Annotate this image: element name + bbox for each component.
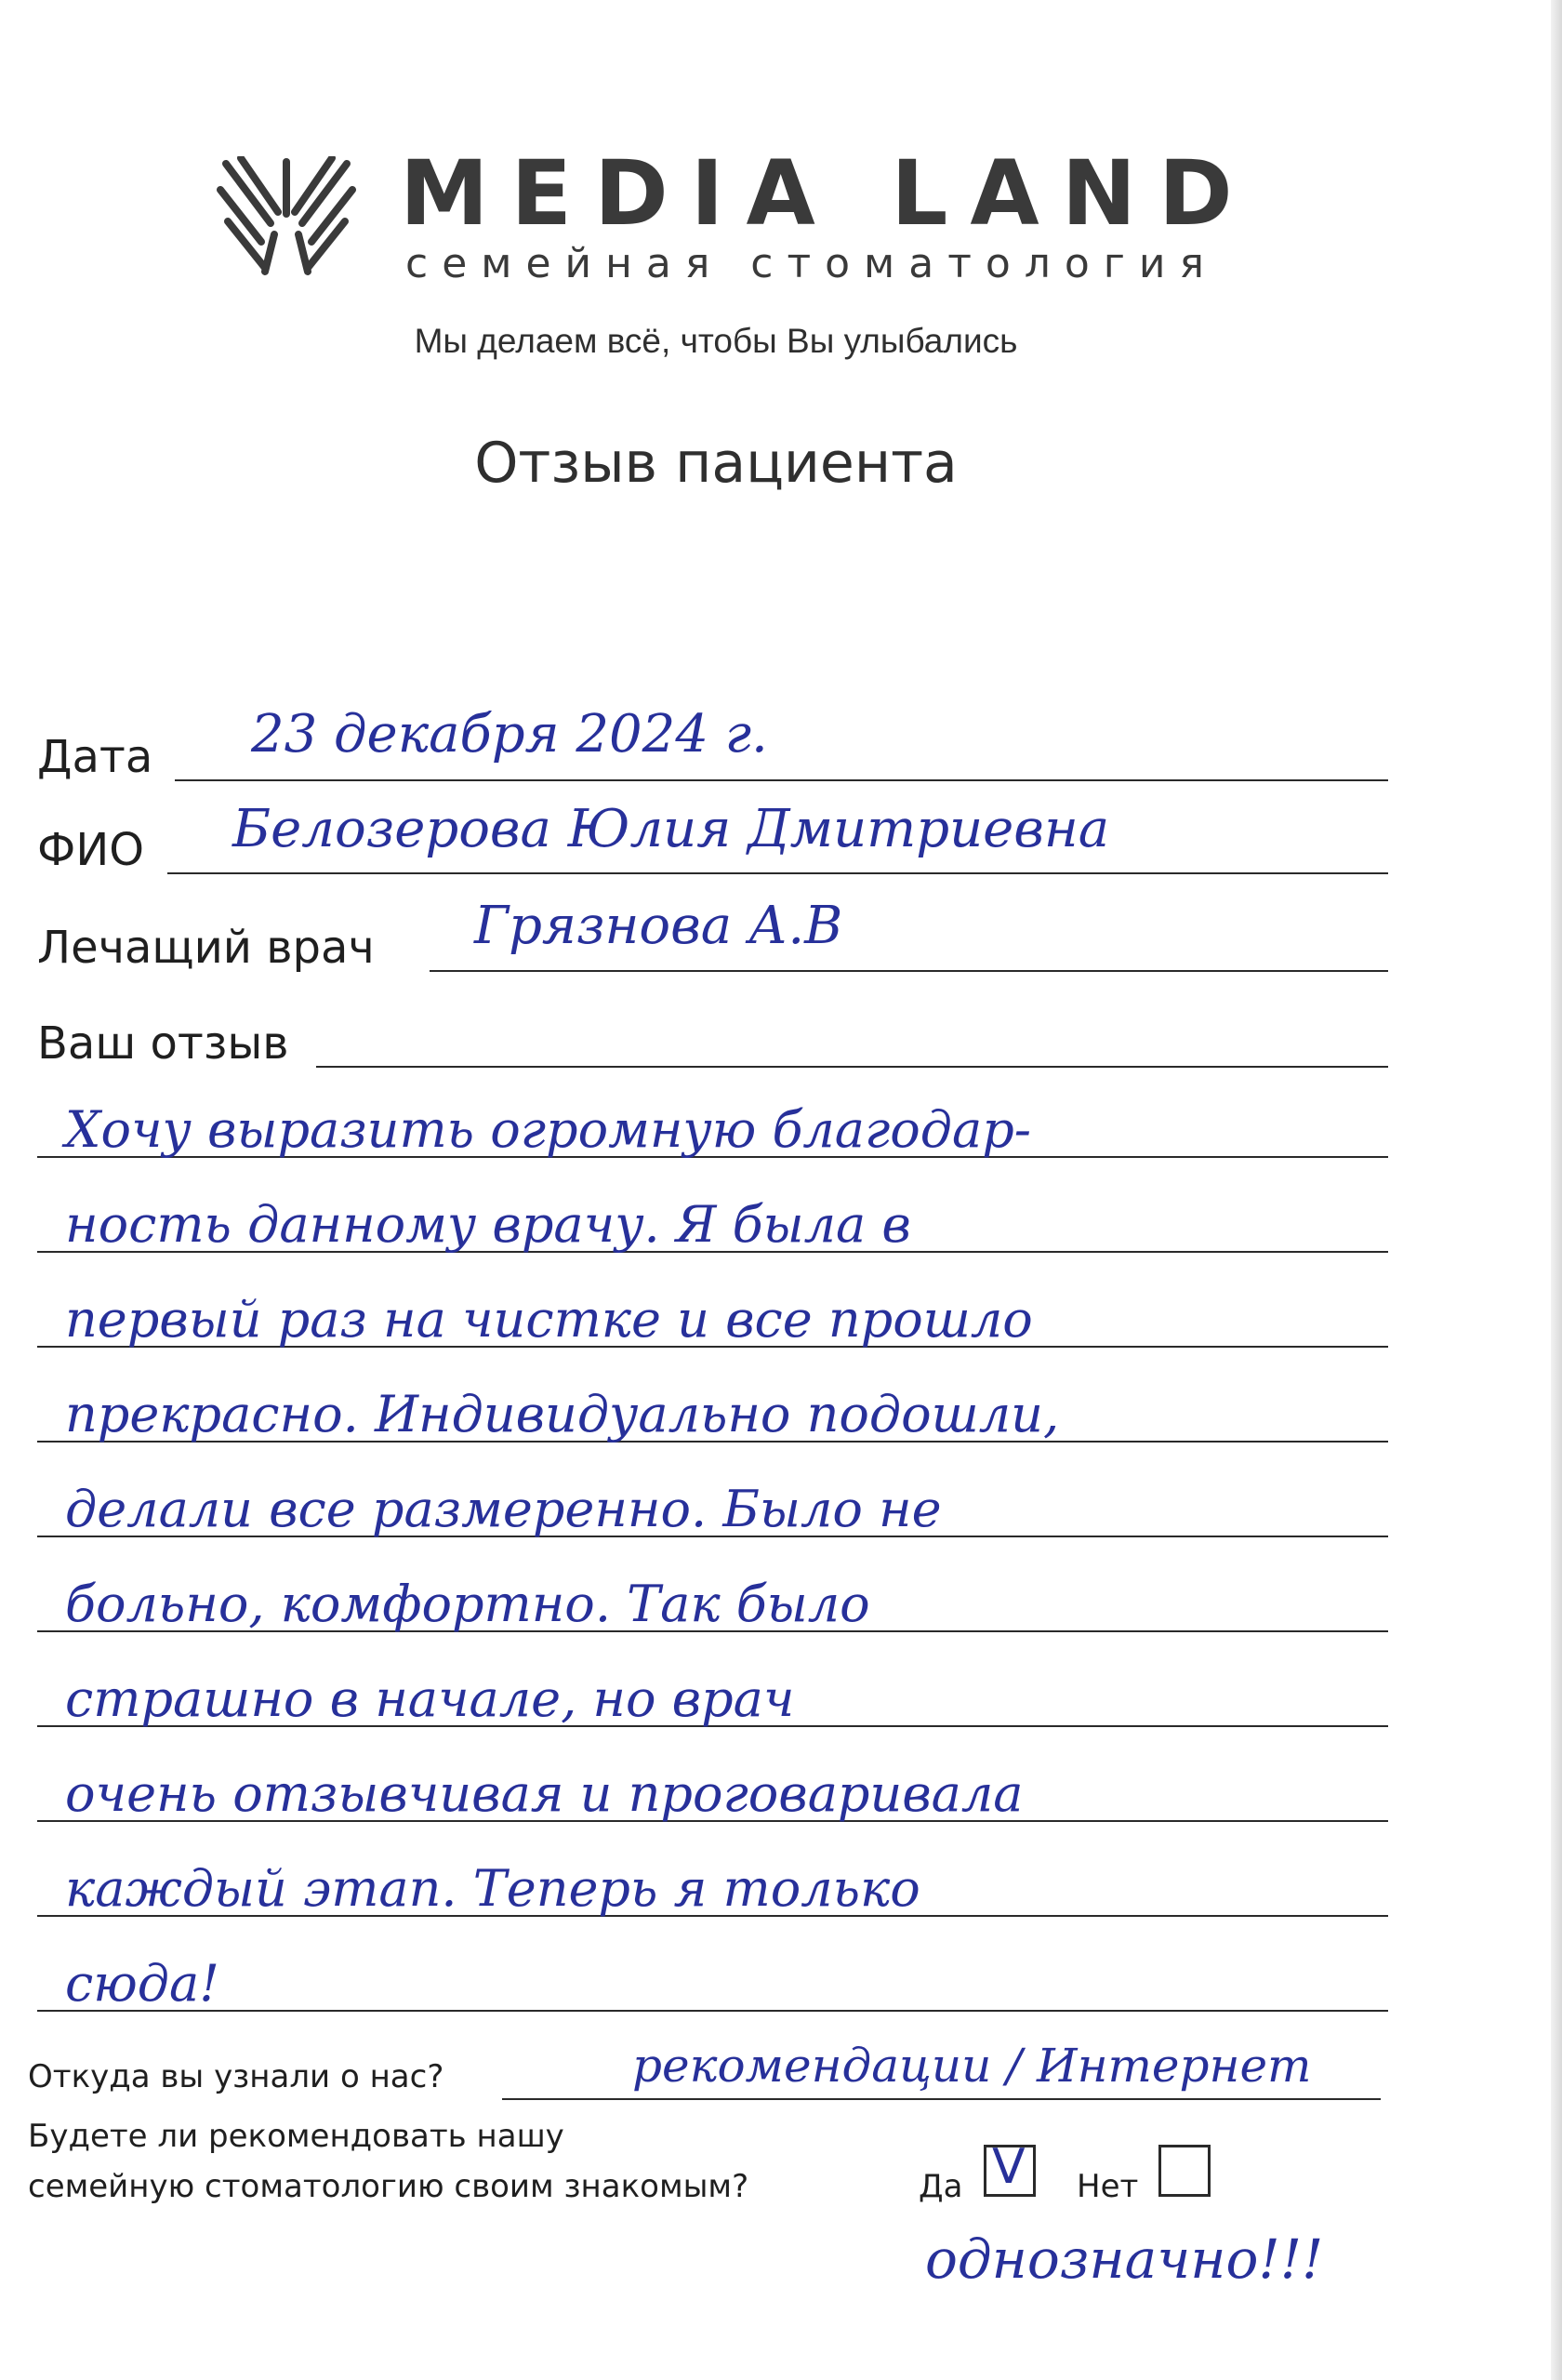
review-line-10 (37, 2010, 1388, 2012)
source-label: Откуда вы узнали о нас? (28, 2058, 444, 2095)
slogan: Мы делаем всё, чтобы Вы улыбались (414, 322, 1018, 360)
recommend-question: Будете ли рекомендовать нашу (28, 2118, 564, 2155)
recommend-question: семейную стоматологию своим знакомым? (28, 2168, 749, 2205)
recommend-note: однозначно!!! (925, 2227, 1324, 2291)
page-title: Отзыв пациента (474, 431, 958, 496)
doctor-value: Грязнова А.В (474, 896, 843, 956)
date-line (175, 779, 1388, 781)
name-label: ФИО (37, 824, 145, 876)
no-checkbox[interactable] (1158, 2145, 1211, 2197)
name-line (167, 872, 1388, 874)
review-text-line: очень отзывчивая и проговаривала (65, 1764, 1024, 1823)
review-text-line: сюда! (65, 1954, 219, 2013)
name-value: Белозерова Юлия Дмитриевна (232, 799, 1110, 859)
yes-label: Да (919, 2168, 963, 2205)
review-text-line: прекрасно. Индивидуально подошли, (65, 1385, 1060, 1443)
review-text-line: ность данному врачу. Я была в (65, 1195, 911, 1254)
review-text-line: Хочу выразить огромную благодар- (65, 1100, 1032, 1159)
review-text-line: первый раз на чистке и все прошло (65, 1290, 1033, 1349)
brand-name: MEDIA LAND (400, 141, 1255, 246)
date-value: 23 декабря 2024 г. (251, 704, 768, 765)
review-text-line: страшно в начале, но врач (65, 1669, 795, 1728)
review-line-0 (316, 1066, 1388, 1068)
no-label: Нет (1077, 2168, 1139, 2205)
review-text-line: больно, комфортно. Так было (65, 1575, 870, 1633)
review-label: Ваш отзыв (37, 1017, 289, 1070)
date-label: Дата (37, 731, 153, 783)
doctor-label: Лечащий врач (37, 922, 375, 974)
source-value: рекомендации / Интернет (632, 2039, 1312, 2093)
brand-subtitle: семейная стоматология (405, 240, 1218, 287)
review-text-line: каждый этап. Теперь я только (65, 1859, 920, 1918)
review-text-line: делали все размеренно. Было не (65, 1480, 942, 1538)
source-line (502, 2098, 1381, 2100)
yes-checkmark: V (992, 2139, 1026, 2195)
logo-icon (217, 156, 356, 277)
doctor-line (430, 970, 1388, 972)
scan-edge (1551, 0, 1562, 2380)
